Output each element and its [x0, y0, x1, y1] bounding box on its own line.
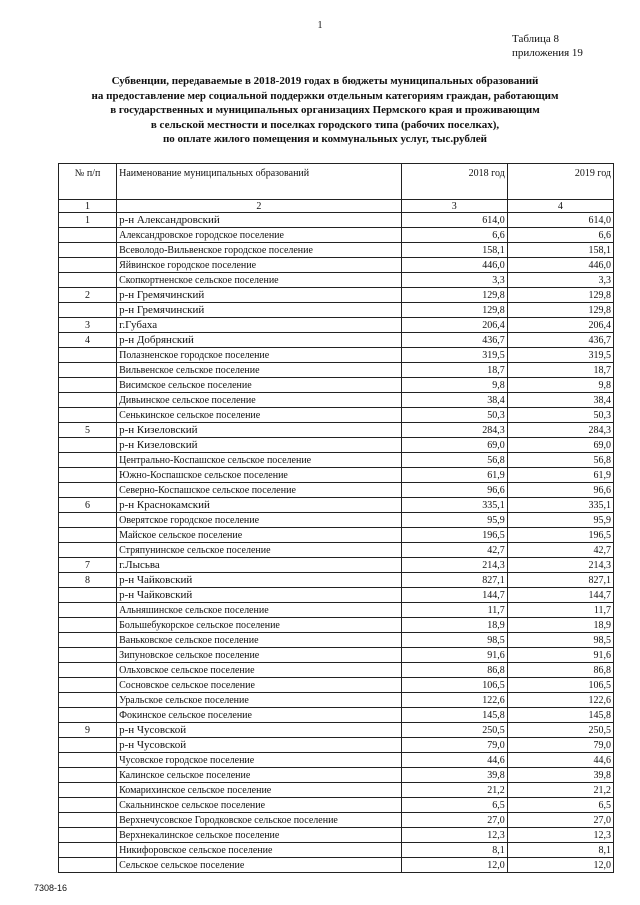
value-2019: 6,6	[507, 228, 613, 243]
municipality-name: г.Лысьва	[117, 558, 402, 573]
row-number	[59, 273, 117, 288]
table-row	[59, 738, 614, 753]
municipality-name: р-н Добрянский	[117, 333, 402, 348]
value-2019: 69,0	[507, 438, 613, 453]
table-row	[59, 423, 614, 438]
document-title	[60, 74, 590, 147]
row-number	[59, 783, 117, 798]
row-number: 6	[59, 498, 117, 513]
municipality-name: Чусовское городское поселение	[117, 753, 402, 768]
municipality-name: р-н Гремячинский	[117, 288, 402, 303]
value-2018: 335,1	[401, 498, 507, 513]
value-2018: 250,5	[401, 723, 507, 738]
row-number: 2	[59, 288, 117, 303]
municipality-name: Майское сельское поселение	[117, 528, 402, 543]
row-number	[59, 708, 117, 723]
value-2018: 129,8	[401, 288, 507, 303]
municipality-name: Альняшинское сельское поселение	[117, 603, 402, 618]
municipality-name: Скальнинское сельское поселение	[117, 798, 402, 813]
value-2019: 8,1	[507, 843, 613, 858]
table-row	[59, 798, 614, 813]
row-number	[59, 588, 117, 603]
value-2018: 106,5	[401, 678, 507, 693]
table-row	[59, 468, 614, 483]
value-2019: 9,8	[507, 378, 613, 393]
value-2018: 61,9	[401, 468, 507, 483]
value-2018: 206,4	[401, 318, 507, 333]
table-row	[59, 528, 614, 543]
row-number: 3	[59, 318, 117, 333]
value-2019: 18,9	[507, 618, 613, 633]
value-2019: 614,0	[507, 213, 613, 228]
value-2018: 145,8	[401, 708, 507, 723]
value-2018: 98,5	[401, 633, 507, 648]
table-row	[59, 513, 614, 528]
municipality-name: Уральское сельское поселение	[117, 693, 402, 708]
table-row	[59, 678, 614, 693]
row-number	[59, 258, 117, 273]
table-row	[59, 858, 614, 873]
value-2019: 18,7	[507, 363, 613, 378]
value-2019: 145,8	[507, 708, 613, 723]
page-number: 1	[317, 20, 323, 31]
municipality-name: Комарихинское сельское поселение	[117, 783, 402, 798]
value-2019: 284,3	[507, 423, 613, 438]
value-2019: 96,6	[507, 483, 613, 498]
col-index: 1	[59, 200, 117, 213]
table-row	[59, 348, 614, 363]
value-2018: 614,0	[401, 213, 507, 228]
table-row	[59, 663, 614, 678]
municipality-name: Ольховское сельское поселение	[117, 663, 402, 678]
value-2019: 250,5	[507, 723, 613, 738]
value-2018: 42,7	[401, 543, 507, 558]
value-2019: 335,1	[507, 498, 613, 513]
value-2019: 61,9	[507, 468, 613, 483]
municipality-name: Дивьинское сельское поселение	[117, 393, 402, 408]
table-row	[59, 303, 614, 318]
municipality-name: р-н Кизеловский	[117, 423, 402, 438]
value-2019: 129,8	[507, 303, 613, 318]
municipality-name: р-н Чусовской	[117, 738, 402, 753]
row-number	[59, 768, 117, 783]
value-2019: 98,5	[507, 633, 613, 648]
value-2018: 79,0	[401, 738, 507, 753]
value-2019: 144,7	[507, 588, 613, 603]
value-2018: 18,7	[401, 363, 507, 378]
value-2019: 446,0	[507, 258, 613, 273]
value-2018: 6,5	[401, 798, 507, 813]
value-2018: 18,9	[401, 618, 507, 633]
municipality-name: Верхнекалинское сельское поселение	[117, 828, 402, 843]
municipality-name: Сенькинское сельское поселение	[117, 408, 402, 423]
value-2018: 95,9	[401, 513, 507, 528]
table-ref-line: Таблица 8	[512, 33, 560, 45]
municipality-name: Полазненское городское поселение	[117, 348, 402, 363]
value-2018: 6,6	[401, 228, 507, 243]
row-number	[59, 378, 117, 393]
row-number	[59, 528, 117, 543]
value-2019: 106,5	[507, 678, 613, 693]
table-row	[59, 408, 614, 423]
row-number: 5	[59, 423, 117, 438]
value-2019: 122,6	[507, 693, 613, 708]
value-2018: 129,8	[401, 303, 507, 318]
table-ref-line: приложения 19	[512, 47, 583, 59]
table-row	[59, 843, 614, 858]
municipality-name: р-н Александровский	[117, 213, 402, 228]
value-2019: 214,3	[507, 558, 613, 573]
value-2019: 50,3	[507, 408, 613, 423]
value-2018: 144,7	[401, 588, 507, 603]
row-number	[59, 693, 117, 708]
table-row	[59, 813, 614, 828]
value-2018: 319,5	[401, 348, 507, 363]
table-row	[59, 573, 614, 588]
table-row	[59, 453, 614, 468]
value-2019: 3,3	[507, 273, 613, 288]
value-2019: 6,5	[507, 798, 613, 813]
table-row	[59, 333, 614, 348]
row-number	[59, 453, 117, 468]
municipality-name: Калинское сельское поселение	[117, 768, 402, 783]
table-row	[59, 483, 614, 498]
title-line: по оплате жилого помещения и коммунальных услуг, тыс.рублей	[162, 133, 488, 145]
value-2019: 95,9	[507, 513, 613, 528]
table-row	[59, 318, 614, 333]
value-2018: 284,3	[401, 423, 507, 438]
table-row	[59, 588, 614, 603]
value-2019: 44,6	[507, 753, 613, 768]
value-2019: 129,8	[507, 288, 613, 303]
value-2018: 38,4	[401, 393, 507, 408]
municipality-name: г.Губаха	[117, 318, 402, 333]
table-row	[59, 288, 614, 303]
value-2018: 8,1	[401, 843, 507, 858]
value-2018: 122,6	[401, 693, 507, 708]
table-row	[59, 363, 614, 378]
municipality-name: Центрально-Коспашское сельское поселение	[117, 453, 402, 468]
table-row	[59, 708, 614, 723]
table-row	[59, 558, 614, 573]
table-row	[59, 378, 614, 393]
value-2019: 196,5	[507, 528, 613, 543]
municipality-name: Яйвинское городское поселение	[117, 258, 402, 273]
row-number	[59, 828, 117, 843]
municipality-name: Сосновское сельское поселение	[117, 678, 402, 693]
col-index: 2	[117, 200, 402, 213]
row-number	[59, 438, 117, 453]
row-number	[59, 483, 117, 498]
table-row	[59, 723, 614, 738]
value-2019: 42,7	[507, 543, 613, 558]
value-2018: 12,0	[401, 858, 507, 873]
municipality-name: Верхнечусовское Городковское сельское поселение	[117, 813, 402, 828]
municipality-name: р-н Кизеловский	[117, 438, 402, 453]
value-2019: 21,2	[507, 783, 613, 798]
col-index: 4	[507, 200, 613, 213]
value-2019: 12,0	[507, 858, 613, 873]
row-number	[59, 813, 117, 828]
row-number	[59, 858, 117, 873]
municipality-name: р-н Чусовской	[117, 723, 402, 738]
table-row	[59, 828, 614, 843]
row-number	[59, 753, 117, 768]
value-2018: 214,3	[401, 558, 507, 573]
value-2019: 11,7	[507, 603, 613, 618]
municipality-name: р-н Чайковский	[117, 573, 402, 588]
table-row	[59, 753, 614, 768]
value-2018: 827,1	[401, 573, 507, 588]
row-number: 7	[59, 558, 117, 573]
value-2018: 11,7	[401, 603, 507, 618]
value-2018: 196,5	[401, 528, 507, 543]
value-2019: 27,0	[507, 813, 613, 828]
title-line: Субвенции, передаваемые в 2018-2019 годах в бюджеты муниципальных образований	[111, 75, 539, 87]
value-2019: 86,8	[507, 663, 613, 678]
value-2018: 91,6	[401, 648, 507, 663]
value-2018: 39,8	[401, 768, 507, 783]
value-2019: 79,0	[507, 738, 613, 753]
table-row	[59, 648, 614, 663]
value-2018: 9,8	[401, 378, 507, 393]
municipality-name: Скопкортненское сельское поселение	[117, 273, 402, 288]
table-reference	[512, 32, 583, 60]
municipality-name: Ваньковское сельское поселение	[117, 633, 402, 648]
table-row	[59, 393, 614, 408]
row-number	[59, 843, 117, 858]
value-2018: 86,8	[401, 663, 507, 678]
row-number	[59, 603, 117, 618]
table-row	[59, 228, 614, 243]
value-2019: 12,3	[507, 828, 613, 843]
table-row	[59, 768, 614, 783]
value-2019: 158,1	[507, 243, 613, 258]
row-number	[59, 648, 117, 663]
municipality-name: Стряпунинское сельское поселение	[117, 543, 402, 558]
row-number	[59, 798, 117, 813]
value-2018: 3,3	[401, 273, 507, 288]
header-2018: 2018 год	[401, 164, 507, 200]
value-2018: 12,3	[401, 828, 507, 843]
title-line: на предоставление мер социальной поддержки отдельным категориям граждан, работающим	[91, 89, 559, 102]
row-number	[59, 633, 117, 648]
table-row	[59, 243, 614, 258]
value-2019: 39,8	[507, 768, 613, 783]
row-number	[59, 618, 117, 633]
row-number	[59, 363, 117, 378]
row-number	[59, 303, 117, 318]
col-index: 3	[401, 200, 507, 213]
municipality-name: Большебукорское сельское поселение	[117, 618, 402, 633]
table-row	[59, 498, 614, 513]
column-index-row	[59, 200, 614, 213]
municipality-name: р-н Гремячинский	[117, 303, 402, 318]
table-header-row	[59, 164, 614, 200]
table-row	[59, 783, 614, 798]
header-2019: 2019 год	[507, 164, 613, 200]
table-row	[59, 618, 614, 633]
value-2018: 56,8	[401, 453, 507, 468]
row-number	[59, 678, 117, 693]
table-row	[59, 213, 614, 228]
municipality-name: Вильвенское сельское поселение	[117, 363, 402, 378]
row-number	[59, 393, 117, 408]
table-body	[59, 213, 614, 873]
table-row	[59, 693, 614, 708]
value-2018: 27,0	[401, 813, 507, 828]
row-number	[59, 243, 117, 258]
municipality-name: Никифоровское сельское поселение	[117, 843, 402, 858]
row-number	[59, 348, 117, 363]
value-2019: 206,4	[507, 318, 613, 333]
value-2019: 319,5	[507, 348, 613, 363]
table-row	[59, 543, 614, 558]
municipality-name: р-н Чайковский	[117, 588, 402, 603]
municipality-name: Фокинское сельское поселение	[117, 708, 402, 723]
table-row	[59, 633, 614, 648]
municipality-name: Зипуновское сельское поселение	[117, 648, 402, 663]
value-2018: 50,3	[401, 408, 507, 423]
subsidy-table	[58, 163, 614, 873]
row-number: 4	[59, 333, 117, 348]
row-number	[59, 543, 117, 558]
value-2019: 56,8	[507, 453, 613, 468]
row-number: 9	[59, 723, 117, 738]
value-2018: 21,2	[401, 783, 507, 798]
value-2018: 436,7	[401, 333, 507, 348]
value-2019: 38,4	[507, 393, 613, 408]
municipality-name: Северно-Коспашское сельское поселение	[117, 483, 402, 498]
value-2018: 446,0	[401, 258, 507, 273]
table-row	[59, 273, 614, 288]
row-number	[59, 738, 117, 753]
table-row	[59, 258, 614, 273]
table-row	[59, 603, 614, 618]
municipality-name: р-н Краснокамский	[117, 498, 402, 513]
title-line: в сельской местности и поселках городского типа (рабочих поселках),	[150, 118, 500, 131]
table-row	[59, 438, 614, 453]
value-2019: 827,1	[507, 573, 613, 588]
municipality-name: Александровское городское поселение	[117, 228, 402, 243]
header-name: Наименование муниципальных образований	[117, 164, 402, 200]
row-number	[59, 513, 117, 528]
value-2018: 44,6	[401, 753, 507, 768]
value-2018: 158,1	[401, 243, 507, 258]
footer-code: 7308-16	[34, 883, 68, 893]
municipality-name: Южно-Коспашское сельское поселение	[117, 468, 402, 483]
value-2018: 96,6	[401, 483, 507, 498]
row-number: 8	[59, 573, 117, 588]
header-num: № п/п	[59, 164, 117, 200]
municipality-name: Сельское сельское поселение	[117, 858, 402, 873]
municipality-name: Висимское сельское поселение	[117, 378, 402, 393]
row-number	[59, 468, 117, 483]
value-2019: 436,7	[507, 333, 613, 348]
municipality-name: Всеволодо-Вильвенское городское поселение	[117, 243, 402, 258]
row-number	[59, 663, 117, 678]
row-number: 1	[59, 213, 117, 228]
value-2018: 69,0	[401, 438, 507, 453]
municipality-name: Оверятское городское поселение	[117, 513, 402, 528]
row-number	[59, 228, 117, 243]
title-line: в государственных и муниципальных организациях Пермского края и проживающим	[110, 104, 540, 116]
value-2019: 91,6	[507, 648, 613, 663]
row-number	[59, 408, 117, 423]
